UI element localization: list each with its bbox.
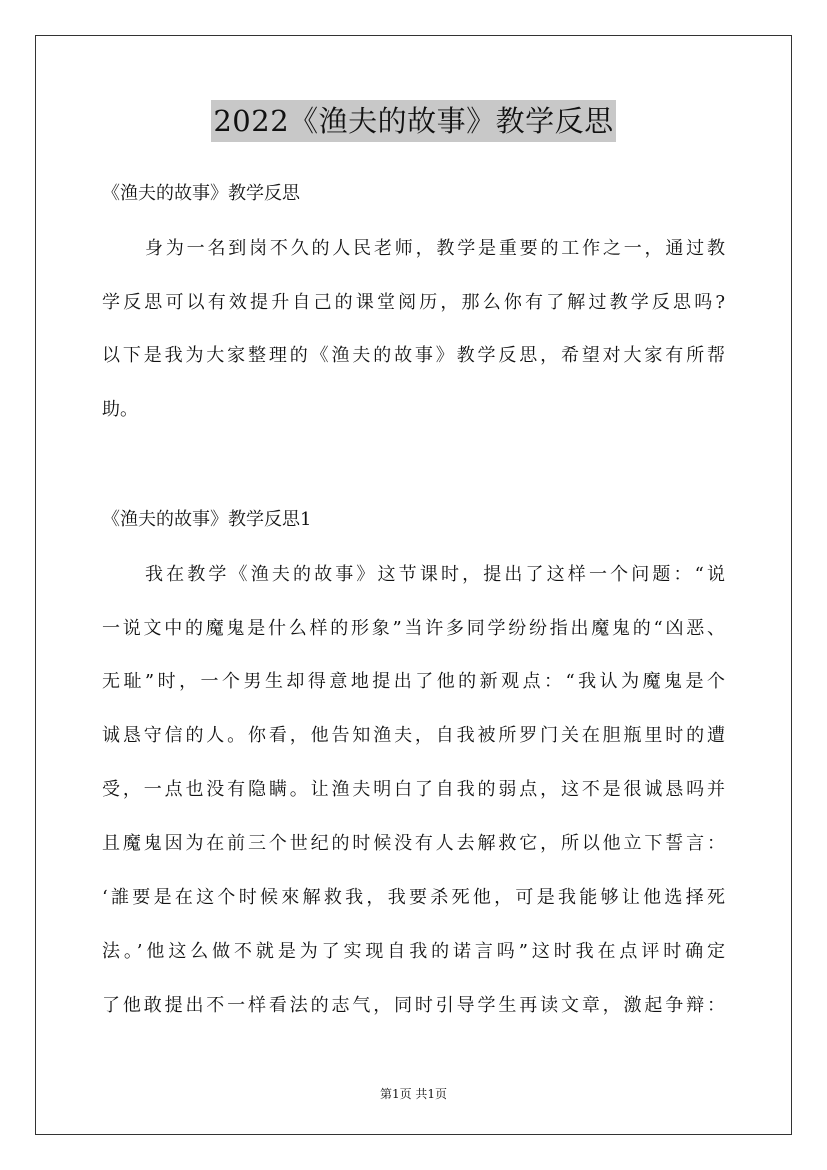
paragraph-line: 助。 (102, 399, 138, 420)
paragraph-line: 了他敢提出不一样看法的志气，同时引导学生再读文章，激起争辩： (102, 995, 725, 1016)
page-footer: 第1页 共1页 (379, 1087, 448, 1101)
paragraph-line: 法。’他这么做不就是为了实现自我的诺言吗”这时我在点评时确定 (102, 941, 725, 962)
document-title: 2022《渔夫的故事》教学反思 (211, 100, 615, 142)
paragraph-line: ‘誰要是在这个时候來解救我，我要杀死他，可是我能够让他选择死 (102, 887, 725, 908)
paragraph-line: 受，一点也没有隐瞒。让渔夫明白了自我的弱点，这不是很诚恳吗并 (102, 779, 725, 800)
section-heading: 《渔夫的故事》教学反思 (102, 183, 300, 204)
paragraph-line: 身为一名到岗不久的人民老师，教学是重要的工作之一，通过教 (145, 238, 725, 259)
paragraph-line: 我在教学《渔夫的故事》这节课时，提出了这样一个问题：“说 (145, 564, 725, 585)
paragraph-line: 且魔鬼因为在前三个世纪的时候没有人去解救它，所以他立下誓言： (102, 833, 725, 854)
paragraph-line: 学反思可以有效提升自己的课堂阅历，那么你有了解过教学反思吗? (102, 292, 725, 313)
paragraph-line: 一说文中的魔鬼是什么样的形象”当许多同学纷纷指出魔鬼的“凶恶、 (102, 618, 725, 639)
title-container (0, 100, 827, 142)
paragraph-line: 无耻”时，一个男生却得意地提出了他的新观点：“我认为魔鬼是个 (102, 671, 725, 692)
paragraph-line: 诚恳守信的人。你看，他告知渔夫，自我被所罗门关在胆瓶里时的遭 (102, 725, 725, 746)
section-heading: 《渔夫的故事》教学反思1 (102, 509, 312, 530)
paragraph-line: 以下是我为大家整理的《渔夫的故事》教学反思，希望对大家有所帮 (102, 345, 725, 366)
